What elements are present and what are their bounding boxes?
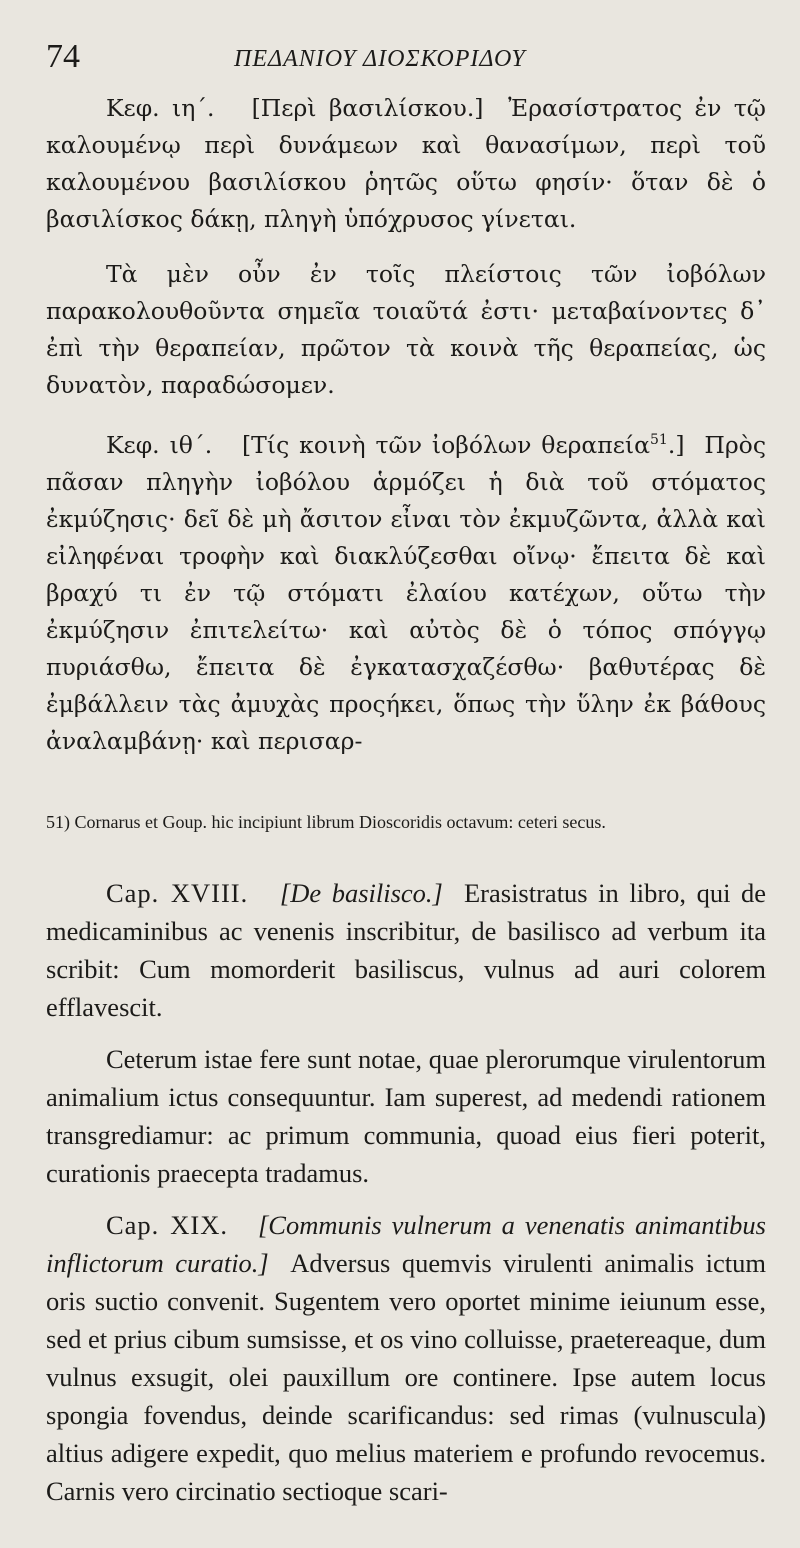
paragraph-text: Ἐρασίστρατος ἐν τῷ καλουμένῳ περὶ δυνάμεων καὶ θανασίμων, περὶ τοῦ καλουμένου βασιλίσκου ῥητῶς οὕτω φησίν· ὅταν δὲ ὁ βασιλίσκος δάκῃ, πληγὴ ὑπόχρυσος γίνεται. xyxy=(46,94,766,233)
greek-paragraph-1 xyxy=(46,90,766,238)
chapter-title: [Περὶ βασιλίσκου.] xyxy=(251,94,484,122)
paragraph-text: Ceterum istae fere sunt notae, quae plerorumque virulentorum animalium ictus consequuntur. Iam superest, ad medendi rationem transgrediamur: ac primum communia, quoad eius fieri poterit, curationis praecepta tradamus. xyxy=(46,1043,766,1188)
page-number: 74 xyxy=(46,38,80,75)
paragraph-text: Erasistratus in libro, qui de medicaminibus ac venenis inscribitur, de basilisco ad verbum ita scribit: Cum momorderit basiliscus, vulnus ad auri colorem efflavescit. xyxy=(46,877,767,1022)
greek-paragraph-2 xyxy=(46,256,766,404)
paragraph-text: Τὰ μὲν οὖν ἐν τοῖς πλείστοις τῶν ἰοβόλων παρακολουθοῦντα σημεῖα τοιαῦτά ἐστι· μεταβαίνοντες δ᾿ ἐπὶ τὴν θεραπείαν, πρῶτον τὰ κοινὰ τῆς θεραπείας, ὡς δυνατὸν, παραδώσομεν. xyxy=(46,260,766,399)
latin-text xyxy=(46,874,766,1510)
page-header xyxy=(46,28,766,90)
greek-paragraph-3 xyxy=(46,422,766,760)
chapter-title: [De basilisco.] xyxy=(279,877,443,908)
paragraph-text: Πρὸς πᾶσαν πληγὴν ἰοβόλου ἁρμόζει ἡ διὰ τοῦ στόματος ἐκμύζησις· δεῖ δὲ μὴ ἄσιτον εἶναι τὸν ἐκμυζῶντα, ἀλλὰ καὶ εἰληφέναι τροφὴν καὶ διακλύζεσθαι οἴνῳ· ἔπειτα δὲ καὶ βραχύ τι ἐν τῷ στόματι ἐλαίου κατέχων, οὕτω τὴν ἐκμύζησιν ἐπιτελείτω· καὶ αὐτὸς δὲ ὁ τόπος σπόγγῳ πυριάσθω, ἔπειτα δὲ ἐγκατασχαζέσθω· βαθυτέρας δὲ ἐμβάλλειν τὰς ἀμυχὰς προςήκει, ὅπως τὴν ὕλην ἐκ βάθους ἀναλαμβάνῃ· καὶ περισαρ- xyxy=(46,430,766,755)
footnote: 51) Cornarus et Goup. hic incipiunt librum Dioscoridis octavum: ceteri secus. xyxy=(46,811,606,832)
chapter-label: Cap. XVIII. xyxy=(106,877,249,908)
greek-text xyxy=(46,90,766,760)
chapter-label: Κεφ. ιη΄. xyxy=(106,94,215,122)
latin-paragraph-2 xyxy=(46,1040,766,1192)
latin-paragraph-1 xyxy=(46,874,766,1026)
chapter-label: Κεφ. ιθ΄. xyxy=(106,430,213,459)
chapter-title-close: .] xyxy=(667,430,685,459)
running-title: ΠΕΔΑΝΙΟΥ ΔΙΟΣΚΟΡΙΔΟΥ xyxy=(234,46,526,72)
chapter-label: Cap. XIX. xyxy=(106,1209,229,1240)
paragraph-text: Adversus quemvis virulenti animalis ictum oris suctio convenit. Sugentem vero oportet minime ieiunum esse, sed et prius cibum sumsisse, et os vino colluisse, praetereaque, dum vulnus exsugit, olei pauxillum ore continere. Ipse autem locus spongia fovendus, deinde scarificandus: sed rimas (vulnuscula) altius adigere expedit, quo melius materiem e profundo revocemus. Carnis vero circinatio sectioque scari- xyxy=(46,1247,766,1506)
latin-paragraph-3 xyxy=(46,1206,766,1510)
chapter-title: [Communis vulnerum a venenatis animantibus inflictorum curatio.] xyxy=(46,1209,766,1278)
chapter-title: [Τίς κοινὴ τῶν ἰοβόλων θεραπεία xyxy=(242,430,651,459)
footnote-ref: 51 xyxy=(650,432,668,448)
